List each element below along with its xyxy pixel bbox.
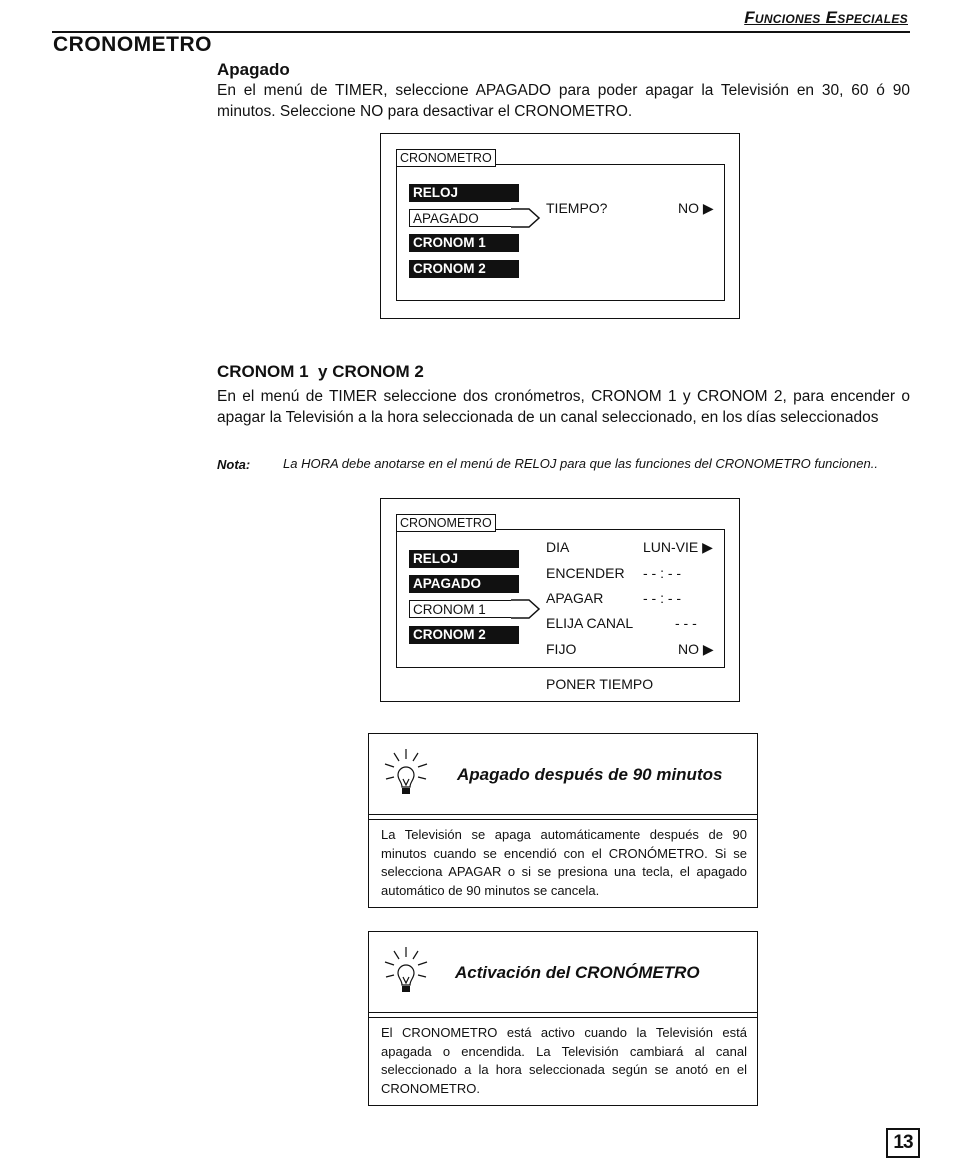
lightbulb-icon xyxy=(383,747,429,807)
right-triangle-icon: ▶ xyxy=(702,641,714,657)
right-triangle-icon: ▶ xyxy=(702,200,714,216)
tip-body: La Televisión se apaga automáticamente después de 90 minutos cuando se encendió con el CRONÓMETRO. Si se selecciona APAGAR o si se presiona una tecla, el apagado automático de 90 minutos se cancela. xyxy=(381,827,747,898)
tip-title: Apagado después de 90 minutos xyxy=(457,765,723,784)
menu-item-reloj[interactable]: RELOJ xyxy=(409,184,519,202)
menu-tag: CRONOMETRO xyxy=(396,149,496,167)
tiempo-value[interactable] xyxy=(678,200,714,217)
poner-tiempo-label: PONER TIEMPO xyxy=(546,676,654,692)
encender-value[interactable]: - - : - - xyxy=(643,565,682,581)
timer-menu-cronom xyxy=(380,498,740,702)
menu-item-cronom-2[interactable]: CRONOM 2 xyxy=(409,260,519,278)
lightbulb-icon xyxy=(383,945,429,1005)
apagar-label: APAGAR xyxy=(546,590,604,606)
tip-rule xyxy=(369,814,757,820)
page-number: 13 xyxy=(886,1128,920,1158)
menu-item-cronom-1[interactable]: CRONOM 1 xyxy=(409,234,519,252)
timer-menu-apagado xyxy=(380,133,740,319)
running-header: Funciones Especiales xyxy=(744,8,908,27)
elija-canal-value[interactable]: - - - xyxy=(675,615,697,631)
dia-value[interactable] xyxy=(643,539,713,556)
fijo-label: FIJO xyxy=(546,641,577,657)
apagado-paragraph: En el menú de TIMER, seleccione APAGADO para poder apagar la Televisión en 30, 60 ó 90 minutos. Seleccione NO para desactivar el CRONOMETRO. xyxy=(217,82,910,120)
fijo-value[interactable] xyxy=(678,641,714,658)
note-text: La HORA debe anotarse en el menú de RELOJ para que las funciones del CRONOMETRO funcionen.. xyxy=(283,456,878,471)
selection-arrow-icon xyxy=(511,598,541,620)
section-title: CRONOMETRO xyxy=(53,33,212,56)
menu-item-apagado-selected[interactable]: APAGADO xyxy=(409,209,511,227)
menu-item-reloj[interactable]: RELOJ xyxy=(409,550,519,568)
tip-title: Activación del CRONÓMETRO xyxy=(455,963,700,982)
right-triangle-icon: ▶ xyxy=(702,539,713,555)
encender-label: ENCENDER xyxy=(546,565,625,581)
menu-item-cronom-1-selected[interactable]: CRONOM 1 xyxy=(409,600,511,618)
tip-box-activacion xyxy=(368,931,758,1106)
tiempo-value-text: NO xyxy=(678,200,699,216)
fijo-value-text: NO xyxy=(678,641,699,657)
tip-box-apagado-90 xyxy=(368,733,758,908)
note-label: Nota: xyxy=(217,457,251,472)
menu-item-cronom-2[interactable]: CRONOM 2 xyxy=(409,626,519,644)
apagar-value[interactable]: - - : - - xyxy=(643,590,682,606)
elija-canal-label: ELIJA CANAL xyxy=(546,615,634,631)
menu-tag: CRONOMETRO xyxy=(396,514,496,532)
dia-label: DIA xyxy=(546,539,570,555)
dia-value-text: LUN-VIE xyxy=(643,539,699,555)
menu-item-apagado[interactable]: APAGADO xyxy=(409,575,519,593)
selection-arrow-icon xyxy=(511,207,541,229)
apagado-heading: Apagado xyxy=(217,60,290,79)
tiempo-label: TIEMPO? xyxy=(546,200,608,216)
tip-rule xyxy=(369,1012,757,1018)
cronom-heading: CRONOM 1 y CRONOM 2 xyxy=(217,362,424,381)
cronom-paragraph: En el menú de TIMER seleccione dos cronómetros, CRONOM 1 y CRONOM 2, para encender o apagar la Televisión a la hora seleccionada de un canal seleccionado, en los días seleccionados xyxy=(217,388,910,426)
tip-body: El CRONOMETRO está activo cuando la Televisión está apagada o encendida. La Televisión cambiará al canal seleccionado a la hora seleccionada según se anotó en el CRONOMETRO. xyxy=(381,1025,747,1096)
